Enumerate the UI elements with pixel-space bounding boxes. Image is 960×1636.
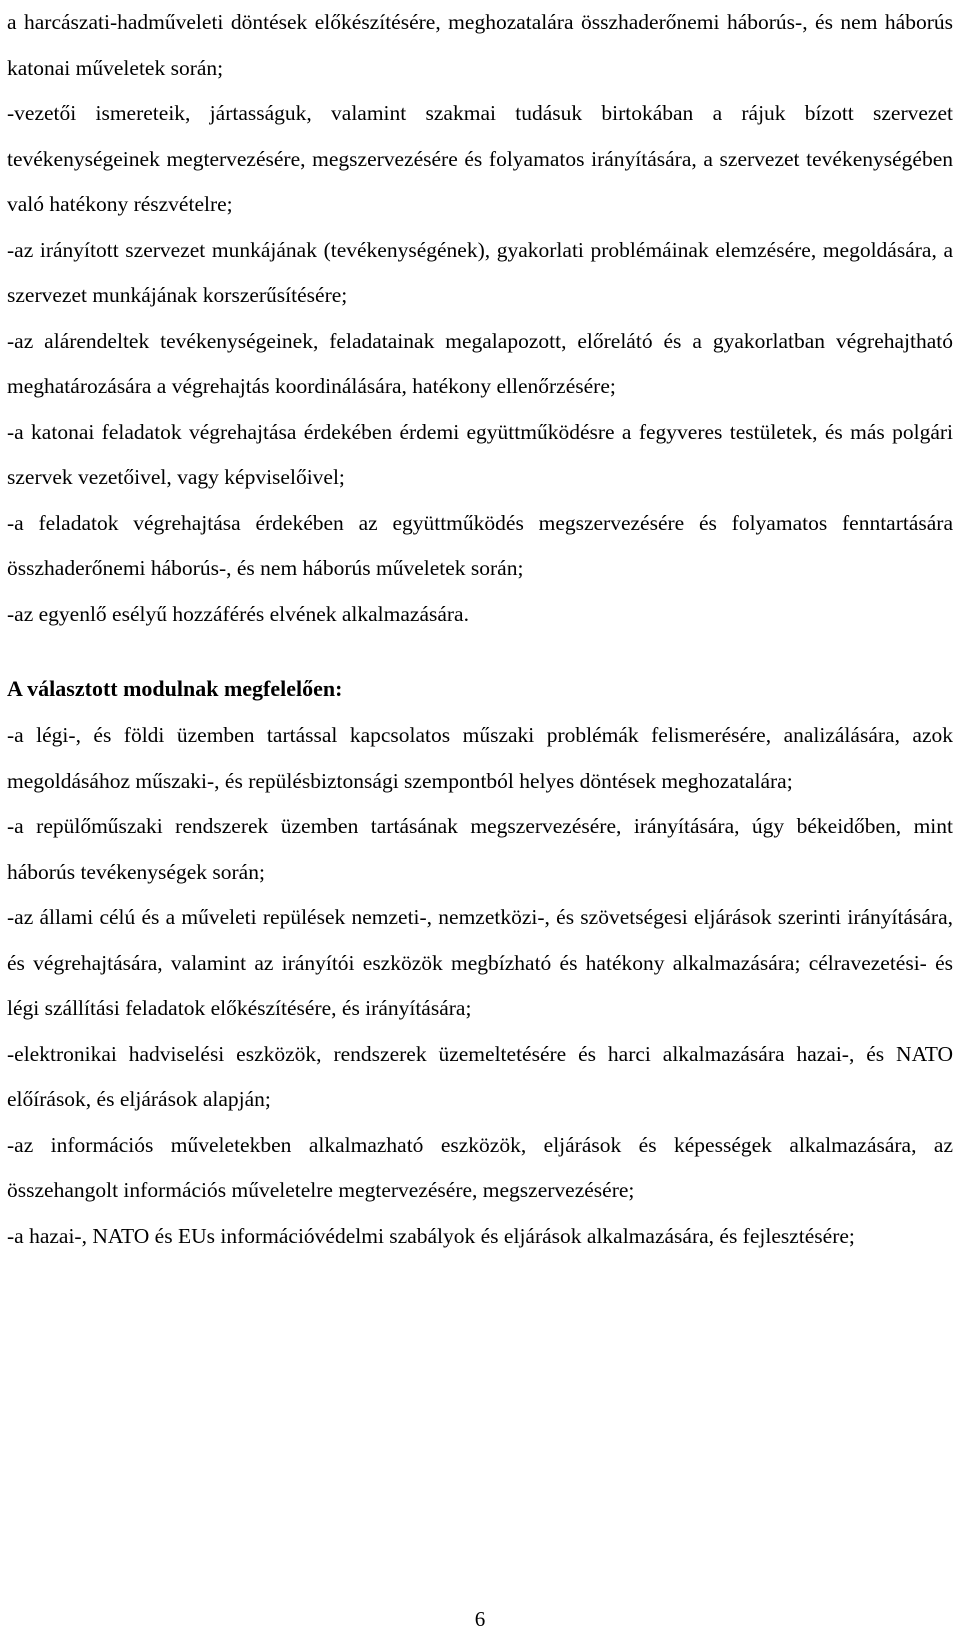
paragraph: -a repülőműszaki rendszerek üzemben tartásának megszervezésére, irányítására, úgy békeidőben, mint háborús tevékenységek során; [7, 814, 953, 884]
section-heading: A választott modulnak megfelelően: [7, 676, 343, 701]
paragraph: -a feladatok végrehajtása érdekében az együttműködés megszervezésére és folyamatos fenntartására összhaderőnemi háborús-, és nem háborús műveletek során; [7, 510, 953, 580]
paragraph: -vezetői ismereteik, jártasságuk, valamint szakmai tudásuk birtokában a rájuk bízott szervezet tevékenységeinek megtervezésére, megszervezésére és folyamatos irányítására, a szervezet tevékenységében való hatékony részvételre; [7, 101, 953, 216]
paragraph: -az alárendeltek tevékenységeinek, feladatainak megalapozott, előrelátó és a gyakorlatban végrehajtható meghatározására a végrehajtás koordinálására, hatékony ellenőrzésére; [7, 328, 953, 398]
paragraph: -az irányított szervezet munkájának (tevékenységének), gyakorlati problémáinak elemzésére, megoldására, a szervezet munkájának korszerűsítésére; [7, 237, 953, 307]
paragraph: -a katonai feladatok végrehajtása érdekében érdemi együttműködésre a fegyveres testületek, és más polgári szervek vezetőivel, vagy képviselőivel; [7, 419, 953, 489]
paragraph: -az információs műveletekben alkalmazható eszközök, eljárások és képességek alkalmazására, az összehangolt információs műveletelre megtervezésére, megszervezésére; [7, 1132, 953, 1202]
paragraph: -a légi-, és földi üzemben tartással kapcsolatos műszaki problémák felismerésére, analizálására, azok megoldásához műszaki-, és repülésbiztonsági szempontból helyes döntések meghozatalára; [7, 723, 953, 793]
paragraph: -az állami célú és a műveleti repülések nemzeti-, nemzetközi-, és szövetségesi eljárások szerinti irányítására, és végrehajtására, valamint az irányítói eszközök megbízható és hatékony alkalmazására; célravezetési- és légi szállítási feladatok előkészítésére, és irányítására; [7, 905, 953, 1020]
paragraph: -elektronikai hadviselési eszközök, rendszerek üzemeltetésére és harci alkalmazására hazai-, és NATO előírások, és eljárások alapján; [7, 1041, 953, 1111]
document-body [7, 0, 953, 1259]
paragraph: -a hazai-, NATO és EUs információvédelmi szabályok és eljárások alkalmazására, és fejlesztésére; [7, 1223, 855, 1248]
page-number: 6 [474, 1607, 486, 1631]
paragraph: -az egyenlő esélyű hozzáférés elvének alkalmazására. [7, 601, 469, 626]
paragraph: a harcászati-hadműveleti döntések előkészítésére, meghozatalára összhaderőnemi háborús-, és nem háborús katonai műveletek során; [7, 10, 953, 80]
